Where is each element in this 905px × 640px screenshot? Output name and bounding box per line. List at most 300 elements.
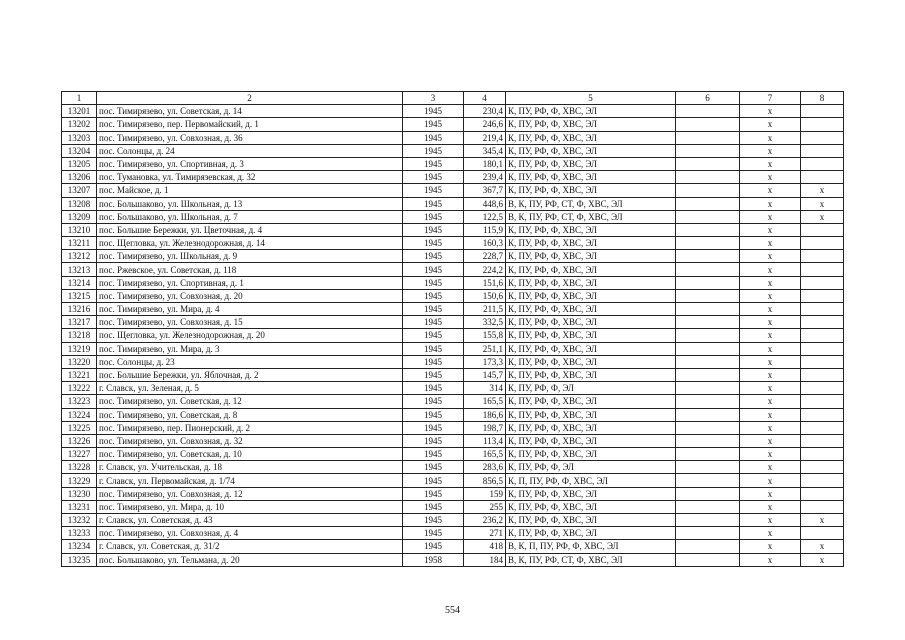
build-year-cell: 1945	[403, 157, 464, 170]
col-6-mark-cell	[676, 461, 740, 474]
address-cell: пос. Тимирязево, пер. Пионерский, д. 2	[97, 421, 403, 434]
table-row	[62, 448, 844, 461]
col-8-mark-cell	[801, 527, 844, 540]
area-cell: 115,9	[464, 223, 506, 236]
table-row	[62, 157, 844, 170]
area-cell: 151,6	[464, 276, 506, 289]
table-row	[62, 500, 844, 513]
build-year-cell: 1945	[403, 408, 464, 421]
col-7-mark-cell: x	[740, 448, 801, 461]
col-8-mark-cell	[801, 144, 844, 157]
address-cell: пос. Тимирязево, ул. Спортивная, д. 1	[97, 276, 403, 289]
build-year-cell: 1945	[403, 223, 464, 236]
address-cell: г. Славск, ул. Зеленая, д. 5	[97, 382, 403, 395]
table-row	[62, 421, 844, 434]
col-6-mark-cell	[676, 210, 740, 223]
col-7-mark-cell: x	[740, 263, 801, 276]
table-row	[62, 553, 844, 566]
address-cell: пос. Большие Бережки, ул. Яблочная, д. 2	[97, 368, 403, 381]
record-number-cell: 13233	[62, 527, 97, 540]
build-year-cell: 1945	[403, 144, 464, 157]
address-cell: г. Славск, ул. Учительская, д. 18	[97, 461, 403, 474]
build-year-cell: 1945	[403, 448, 464, 461]
build-year-cell: 1945	[403, 474, 464, 487]
address-cell: пос. Тимирязево, ул. Совхозная, д. 4	[97, 527, 403, 540]
build-year-cell: 1945	[403, 105, 464, 118]
record-number-cell: 13219	[62, 342, 97, 355]
area-cell: 345,4	[464, 144, 506, 157]
table-row	[62, 355, 844, 368]
build-year-cell: 1945	[403, 355, 464, 368]
features-cell: К, ПУ, РФ, Ф, ЭЛ	[506, 461, 676, 474]
col-7-mark-cell: x	[740, 329, 801, 342]
table-row	[62, 105, 844, 118]
record-number-cell: 13215	[62, 289, 97, 302]
table-row	[62, 184, 844, 197]
address-cell: пос. Тимирязево, ул. Советская, д. 14	[97, 105, 403, 118]
col-7-mark-cell: x	[740, 210, 801, 223]
table-row	[62, 131, 844, 144]
features-cell: К, ПУ, РФ, Ф, ХВС, ЭЛ	[506, 527, 676, 540]
area-cell: 239,4	[464, 171, 506, 184]
record-number-cell: 13204	[62, 144, 97, 157]
header-row	[62, 92, 844, 105]
col-7-mark-cell: x	[740, 131, 801, 144]
build-year-cell: 1945	[403, 171, 464, 184]
col-6-mark-cell	[676, 434, 740, 447]
col-6-mark-cell	[676, 368, 740, 381]
address-cell: пос. Большаково, ул. Школьная, д. 13	[97, 197, 403, 210]
column-header: 8	[801, 92, 844, 105]
features-cell: К, ПУ, РФ, Ф, ХВС, ЭЛ	[506, 329, 676, 342]
record-number-cell: 13202	[62, 118, 97, 131]
col-6-mark-cell	[676, 540, 740, 553]
address-cell: пос. Тумановка, ул. Тимирязевская, д. 32	[97, 171, 403, 184]
area-cell: 418	[464, 540, 506, 553]
col-6-mark-cell	[676, 527, 740, 540]
col-6-mark-cell	[676, 500, 740, 513]
features-cell: К, ПУ, РФ, Ф, ХВС, ЭЛ	[506, 105, 676, 118]
area-cell: 367,7	[464, 184, 506, 197]
build-year-cell: 1945	[403, 421, 464, 434]
col-6-mark-cell	[676, 421, 740, 434]
col-6-mark-cell	[676, 553, 740, 566]
col-8-mark-cell	[801, 171, 844, 184]
col-8-mark-cell: x	[801, 540, 844, 553]
col-7-mark-cell: x	[740, 197, 801, 210]
address-cell: пос. Тимирязево, ул. Мира, д. 10	[97, 500, 403, 513]
features-cell: К, ПУ, РФ, Ф, ХВС, ЭЛ	[506, 500, 676, 513]
area-cell: 145,7	[464, 368, 506, 381]
table-row	[62, 527, 844, 540]
record-number-cell: 13220	[62, 355, 97, 368]
record-number-cell: 13217	[62, 316, 97, 329]
build-year-cell: 1945	[403, 395, 464, 408]
record-number-cell: 13210	[62, 223, 97, 236]
col-7-mark-cell: x	[740, 184, 801, 197]
address-cell: пос. Тимирязево, ул. Мира, д. 4	[97, 303, 403, 316]
col-6-mark-cell	[676, 144, 740, 157]
table-row	[62, 540, 844, 553]
features-cell: К, ПУ, РФ, Ф, ХВС, ЭЛ	[506, 316, 676, 329]
table-row	[62, 368, 844, 381]
col-8-mark-cell	[801, 329, 844, 342]
record-number-cell: 13227	[62, 448, 97, 461]
build-year-cell: 1945	[403, 500, 464, 513]
col-6-mark-cell	[676, 303, 740, 316]
features-cell: К, ПУ, РФ, Ф, ХВС, ЭЛ	[506, 276, 676, 289]
area-cell: 219,4	[464, 131, 506, 144]
column-header: 1	[62, 92, 97, 105]
area-cell: 122,5	[464, 210, 506, 223]
record-number-cell: 13216	[62, 303, 97, 316]
area-cell: 159	[464, 487, 506, 500]
record-number-cell: 13211	[62, 237, 97, 250]
col-6-mark-cell	[676, 289, 740, 302]
col-6-mark-cell	[676, 329, 740, 342]
address-cell: пос. Тимирязево, ул. Советская, д. 12	[97, 395, 403, 408]
address-cell: пос. Щегловка, ул. Железнодорожная, д. 14	[97, 237, 403, 250]
table-row	[62, 276, 844, 289]
col-6-mark-cell	[676, 395, 740, 408]
col-8-mark-cell	[801, 157, 844, 170]
col-7-mark-cell: x	[740, 500, 801, 513]
table-row	[62, 382, 844, 395]
area-cell: 155,8	[464, 329, 506, 342]
col-7-mark-cell: x	[740, 276, 801, 289]
features-cell: К, ПУ, РФ, Ф, ЭЛ	[506, 382, 676, 395]
build-year-cell: 1945	[403, 329, 464, 342]
col-7-mark-cell: x	[740, 342, 801, 355]
build-year-cell: 1945	[403, 461, 464, 474]
col-6-mark-cell	[676, 514, 740, 527]
table-row	[62, 263, 844, 276]
table-row	[62, 197, 844, 210]
col-7-mark-cell: x	[740, 289, 801, 302]
col-7-mark-cell: x	[740, 474, 801, 487]
build-year-cell: 1945	[403, 276, 464, 289]
col-7-mark-cell: x	[740, 223, 801, 236]
address-cell: пос. Тимирязево, ул. Совхозная, д. 15	[97, 316, 403, 329]
build-year-cell: 1945	[403, 434, 464, 447]
col-6-mark-cell	[676, 131, 740, 144]
col-7-mark-cell: x	[740, 408, 801, 421]
features-cell: К, ПУ, РФ, Ф, ХВС, ЭЛ	[506, 131, 676, 144]
col-8-mark-cell	[801, 434, 844, 447]
table-row	[62, 303, 844, 316]
record-number-cell: 13234	[62, 540, 97, 553]
build-year-cell: 1945	[403, 131, 464, 144]
build-year-cell: 1945	[403, 197, 464, 210]
table-row	[62, 250, 844, 263]
column-header: 4	[464, 92, 506, 105]
record-number-cell: 13212	[62, 250, 97, 263]
record-number-cell: 13203	[62, 131, 97, 144]
table-row	[62, 408, 844, 421]
features-cell: К, ПУ, РФ, Ф, ХВС, ЭЛ	[506, 289, 676, 302]
address-cell: г. Славск, ул. Советская, д. 43	[97, 514, 403, 527]
col-6-mark-cell	[676, 276, 740, 289]
record-number-cell: 13224	[62, 408, 97, 421]
col-7-mark-cell: x	[740, 144, 801, 157]
build-year-cell: 1945	[403, 382, 464, 395]
col-6-mark-cell	[676, 171, 740, 184]
column-header: 3	[403, 92, 464, 105]
address-cell: г. Славск, ул. Первомайская, д. 1/74	[97, 474, 403, 487]
record-number-cell: 13201	[62, 105, 97, 118]
area-cell: 198,7	[464, 421, 506, 434]
area-cell: 236,2	[464, 514, 506, 527]
record-number-cell: 13235	[62, 553, 97, 566]
col-7-mark-cell: x	[740, 250, 801, 263]
col-7-mark-cell: x	[740, 514, 801, 527]
col-8-mark-cell: x	[801, 184, 844, 197]
record-number-cell: 13231	[62, 500, 97, 513]
table-row	[62, 118, 844, 131]
col-6-mark-cell	[676, 237, 740, 250]
record-number-cell: 13209	[62, 210, 97, 223]
area-cell: 332,5	[464, 316, 506, 329]
features-cell: К, ПУ, РФ, Ф, ХВС, ЭЛ	[506, 368, 676, 381]
col-7-mark-cell: x	[740, 421, 801, 434]
features-cell: К, ПУ, РФ, Ф, ХВС, ЭЛ	[506, 144, 676, 157]
area-cell: 255	[464, 500, 506, 513]
features-cell: К, ПУ, РФ, Ф, ХВС, ЭЛ	[506, 184, 676, 197]
col-8-mark-cell	[801, 368, 844, 381]
features-cell: К, ПУ, РФ, Ф, ХВС, ЭЛ	[506, 487, 676, 500]
record-number-cell: 13226	[62, 434, 97, 447]
address-cell: пос. Большие Бережки, ул. Цветочная, д. 4	[97, 223, 403, 236]
features-cell: В, К, П, ПУ, РФ, Ф, ХВС, ЭЛ	[506, 540, 676, 553]
address-cell: пос. Тимирязево, ул. Совхозная, д. 36	[97, 131, 403, 144]
area-cell: 314	[464, 382, 506, 395]
col-8-mark-cell	[801, 237, 844, 250]
col-8-mark-cell	[801, 500, 844, 513]
col-7-mark-cell: x	[740, 540, 801, 553]
build-year-cell: 1945	[403, 210, 464, 223]
table-row	[62, 395, 844, 408]
area-cell: 230,4	[464, 105, 506, 118]
features-cell: В, К, ПУ, РФ, СТ, Ф, ХВС, ЭЛ	[506, 210, 676, 223]
record-number-cell: 13229	[62, 474, 97, 487]
area-cell: 224,2	[464, 263, 506, 276]
col-6-mark-cell	[676, 448, 740, 461]
col-7-mark-cell: x	[740, 237, 801, 250]
area-cell: 160,3	[464, 237, 506, 250]
area-cell: 228,7	[464, 250, 506, 263]
features-cell: К, ПУ, РФ, Ф, ХВС, ЭЛ	[506, 342, 676, 355]
build-year-cell: 1945	[403, 487, 464, 500]
record-number-cell: 13225	[62, 421, 97, 434]
col-7-mark-cell: x	[740, 553, 801, 566]
build-year-cell: 1945	[403, 263, 464, 276]
record-number-cell: 13206	[62, 171, 97, 184]
table-row	[62, 237, 844, 250]
table-row	[62, 487, 844, 500]
features-cell: К, ПУ, РФ, Ф, ХВС, ЭЛ	[506, 303, 676, 316]
record-number-cell: 13222	[62, 382, 97, 395]
record-number-cell: 13223	[62, 395, 97, 408]
col-6-mark-cell	[676, 474, 740, 487]
col-7-mark-cell: x	[740, 118, 801, 131]
record-number-cell: 13214	[62, 276, 97, 289]
table-body	[62, 92, 844, 567]
table-row	[62, 210, 844, 223]
col-6-mark-cell	[676, 197, 740, 210]
col-8-mark-cell	[801, 316, 844, 329]
col-8-mark-cell	[801, 250, 844, 263]
col-8-mark-cell	[801, 289, 844, 302]
build-year-cell: 1945	[403, 237, 464, 250]
col-7-mark-cell: x	[740, 461, 801, 474]
features-cell: В, К, ПУ, РФ, СТ, Ф, ХВС, ЭЛ	[506, 197, 676, 210]
features-cell: К, ПУ, РФ, Ф, ХВС, ЭЛ	[506, 263, 676, 276]
col-8-mark-cell	[801, 395, 844, 408]
area-cell: 283,6	[464, 461, 506, 474]
features-cell: К, ПУ, РФ, Ф, ХВС, ЭЛ	[506, 434, 676, 447]
address-cell: г. Славск, ул. Советская, д. 31/2	[97, 540, 403, 553]
area-cell: 173,3	[464, 355, 506, 368]
address-cell: пос. Тимирязево, ул. Мира, д. 3	[97, 342, 403, 355]
col-8-mark-cell	[801, 355, 844, 368]
col-7-mark-cell: x	[740, 171, 801, 184]
table-row	[62, 329, 844, 342]
area-cell: 165,5	[464, 395, 506, 408]
column-header: 5	[506, 92, 676, 105]
record-number-cell: 13208	[62, 197, 97, 210]
features-cell: В, К, ПУ, РФ, СТ, Ф, ХВС, ЭЛ	[506, 553, 676, 566]
build-year-cell: 1945	[403, 316, 464, 329]
address-cell: пос. Большаково, ул. Тельмана, д. 20	[97, 553, 403, 566]
col-6-mark-cell	[676, 342, 740, 355]
col-8-mark-cell	[801, 461, 844, 474]
address-cell: пос. Тимирязево, ул. Советская, д. 10	[97, 448, 403, 461]
build-year-cell: 1945	[403, 303, 464, 316]
features-cell: К, ПУ, РФ, Ф, ХВС, ЭЛ	[506, 223, 676, 236]
col-8-mark-cell	[801, 474, 844, 487]
build-year-cell: 1945	[403, 527, 464, 540]
address-cell: пос. Тимирязево, ул. Спортивная, д. 3	[97, 157, 403, 170]
build-year-cell: 1945	[403, 514, 464, 527]
col-7-mark-cell: x	[740, 355, 801, 368]
area-cell: 186,6	[464, 408, 506, 421]
table-row	[62, 316, 844, 329]
col-8-mark-cell	[801, 382, 844, 395]
record-number-cell: 13232	[62, 514, 97, 527]
column-header: 2	[97, 92, 403, 105]
col-8-mark-cell	[801, 303, 844, 316]
record-number-cell: 13221	[62, 368, 97, 381]
table-row	[62, 514, 844, 527]
col-8-mark-cell	[801, 487, 844, 500]
col-6-mark-cell	[676, 223, 740, 236]
col-6-mark-cell	[676, 316, 740, 329]
record-number-cell: 13205	[62, 157, 97, 170]
col-7-mark-cell: x	[740, 527, 801, 540]
features-cell: К, П, ПУ, РФ, Ф, ХВС, ЭЛ	[506, 474, 676, 487]
col-8-mark-cell: x	[801, 553, 844, 566]
area-cell: 246,6	[464, 118, 506, 131]
col-8-mark-cell	[801, 408, 844, 421]
build-year-cell: 1945	[403, 250, 464, 263]
page-number: 554	[445, 605, 460, 616]
build-year-cell: 1945	[403, 368, 464, 381]
col-7-mark-cell: x	[740, 316, 801, 329]
record-number-cell: 13213	[62, 263, 97, 276]
col-7-mark-cell: x	[740, 382, 801, 395]
area-cell: 150,6	[464, 289, 506, 302]
record-number-cell: 13218	[62, 329, 97, 342]
record-number-cell: 13207	[62, 184, 97, 197]
features-cell: К, ПУ, РФ, Ф, ХВС, ЭЛ	[506, 408, 676, 421]
features-cell: К, ПУ, РФ, Ф, ХВС, ЭЛ	[506, 157, 676, 170]
address-cell: пос. Ржевское, ул. Советская, д. 118	[97, 263, 403, 276]
address-cell: пос. Тимирязево, ул. Совхозная, д. 12	[97, 487, 403, 500]
address-cell: пос. Тимирязево, пер. Первомайский, д. 1	[97, 118, 403, 131]
col-6-mark-cell	[676, 408, 740, 421]
table-row	[62, 461, 844, 474]
features-cell: К, ПУ, РФ, Ф, ХВС, ЭЛ	[506, 395, 676, 408]
address-cell: пос. Щегловка, ул. Железнодорожная, д. 20	[97, 329, 403, 342]
col-6-mark-cell	[676, 263, 740, 276]
col-6-mark-cell	[676, 355, 740, 368]
table-row	[62, 474, 844, 487]
features-cell: К, ПУ, РФ, Ф, ХВС, ЭЛ	[506, 514, 676, 527]
build-year-cell: 1958	[403, 553, 464, 566]
table-row	[62, 144, 844, 157]
address-cell: пос. Тимирязево, ул. Школьная, д. 9	[97, 250, 403, 263]
col-6-mark-cell	[676, 382, 740, 395]
area-cell: 184	[464, 553, 506, 566]
build-year-cell: 1945	[403, 342, 464, 355]
address-cell: пос. Солонцы, д. 23	[97, 355, 403, 368]
col-6-mark-cell	[676, 487, 740, 500]
area-cell: 165,5	[464, 448, 506, 461]
col-6-mark-cell	[676, 157, 740, 170]
col-8-mark-cell	[801, 342, 844, 355]
address-cell: пос. Тимирязево, ул. Совхозная, д. 32	[97, 434, 403, 447]
col-7-mark-cell: x	[740, 157, 801, 170]
build-year-cell: 1945	[403, 184, 464, 197]
features-cell: К, ПУ, РФ, Ф, ХВС, ЭЛ	[506, 237, 676, 250]
address-cell: пос. Майское, д. 1	[97, 184, 403, 197]
area-cell: 271	[464, 527, 506, 540]
col-7-mark-cell: x	[740, 434, 801, 447]
col-8-mark-cell: x	[801, 514, 844, 527]
table-row	[62, 223, 844, 236]
features-cell: К, ПУ, РФ, Ф, ХВС, ЭЛ	[506, 171, 676, 184]
col-8-mark-cell	[801, 276, 844, 289]
col-7-mark-cell: x	[740, 105, 801, 118]
col-8-mark-cell	[801, 118, 844, 131]
col-8-mark-cell	[801, 223, 844, 236]
col-8-mark-cell	[801, 105, 844, 118]
address-cell: пос. Тимирязево, ул. Совхозная, д. 20	[97, 289, 403, 302]
table-row	[62, 171, 844, 184]
col-6-mark-cell	[676, 105, 740, 118]
area-cell: 251,1	[464, 342, 506, 355]
features-cell: К, ПУ, РФ, Ф, ХВС, ЭЛ	[506, 421, 676, 434]
area-cell: 211,5	[464, 303, 506, 316]
col-8-mark-cell	[801, 263, 844, 276]
col-8-mark-cell: x	[801, 197, 844, 210]
col-6-mark-cell	[676, 250, 740, 263]
features-cell: К, ПУ, РФ, Ф, ХВС, ЭЛ	[506, 448, 676, 461]
record-number-cell: 13228	[62, 461, 97, 474]
address-cell: пос. Солонцы, д. 24	[97, 144, 403, 157]
address-cell: пос. Тимирязево, ул. Советская, д. 8	[97, 408, 403, 421]
table-row	[62, 342, 844, 355]
